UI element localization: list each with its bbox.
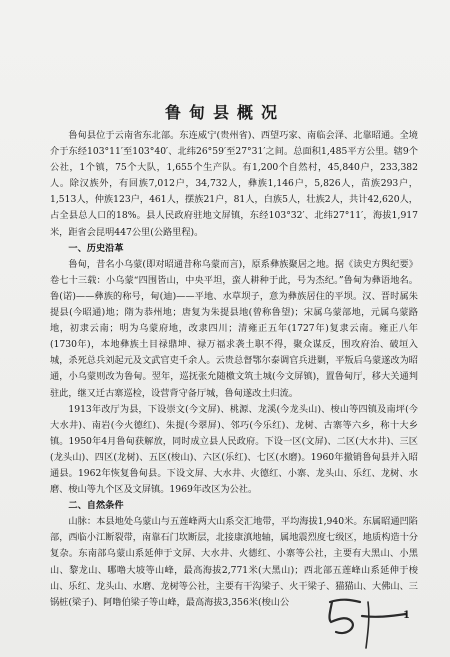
document-body [50, 128, 418, 611]
page-title: 鲁甸县概况 [164, 103, 285, 122]
page-number: 1 [403, 610, 410, 621]
section-heading-history: 一、历史沿革 [68, 242, 124, 254]
paragraph-overview: 鲁甸县位于云南省东北部。东连威宁(贵州省)、西望巧家、南临会泽、北靠昭通。全境介于东经103°11′至103°40′、北纬26°59′至27°31′之间。总面积1,485平方公里。辖9个公社，1个镇，75个大队，1,655个生产队。有1,200个自然村，45,840户，233,382人。除汉族外，有回族7,012户，34,732人，彝族1,146户，5,826人，苗族293户，1,513人，仲族123户，461人，摆族21户，81人，白族5人，壮族2人，共计42,620人，占全县总人口的18%。县人民政府驻地文屏镇，东经103°32′、北纬27°11′，海拔1,917米，距省会昆明447公里(公路里程)。 [50, 130, 418, 238]
paragraph-history-1: 鲁甸，昔名小乌蒙(即对昭通昔称乌蒙而言)，原系彝族聚居之地。据《读史方舆纪要》卷七十三载：小乌蒙“四围皆山，中央平坦，蛮人耕种于此，号为杰纪。”鲁甸为彝语地名。鲁(诺)——彝族的称号，甸(迪)——平地、水草坝子，意为彝族居住的平坝。汉、晋时属朱提县(今昭通)地；隋为恭州地；唐复为朱提县地(曾称鲁望)；宋属乌蒙部地，元属乌蒙路地，初隶云南；明为乌蒙府地，改隶四川；清雍正五年(1727年)复隶云南。雍正八年(1730年)，本地彝族土目禄鼎坤、禄万福求袭土职不得，聚众谋反，围攻府治、破垣入城，杀死总兵刘起元及文武官吏千余人。云贵总督鄂尔泰调官兵进剿，平叛后乌蒙遂改为昭通，小乌蒙则改为鲁甸。翌年，巡抚张允随檄文筑土城(今文屏镇)，置鲁甸厅，移大关通判驻此，继又迁古寨巡检，设营背守备厅城，鲁甸遂改土归流。 [50, 258, 418, 399]
paragraph-history-2: 1913年改厅为县，下设崇文(今文屏)、桃源、龙溪(今龙头山)、梭山等四镇及南坪(今大水井)、南岩(今火德红)、朱提(今翠屏)、邻巧(今乐红)、龙树、古寨等六乡，称十大乡镇。1950年4月鲁甸获解放，同时成立县人民政府。下设一区(文屏)、二区(大水井)、三区(龙头山)、四区(龙树)、五区(梭山)、六区(乐红)、七区(水磨)。1960年撤销鲁甸县并入昭通县。1962年恢复鲁甸县。下设文屏、大水井、火德红、小寨、龙头山、乐红、龙树、水磨、梭山等九个区及文屏镇。1969年改区为公社。 [50, 403, 418, 496]
section-heading-nature: 二、自然条件 [68, 500, 124, 512]
paragraph-mountains: 山脉：本县地处乌蒙山与五莲峰两大山系交汇地带，平均海拔1,940米。东属昭通凹陷部，西临小江断裂带，南靠石门坎断层，北接康滇地轴，属地震烈度七级区，地质构造十分复杂。东南部乌蒙山系延伸于文屏、大水井、火德红、小寨等公社，主要有大黑山、小黑山、黎龙山、哪噜大坡等山峰，最高海拔2,771米(大黑山)；西北部五莲峰山系延伸于梭山、乐红、龙头山、水磨、龙树等公社，主要有干沟梁子、火干梁子、猫猫山、大佛山、三锅桩(梁子)、阿噜伯梁子等山峰，最高海拔3,356米(梭山公 [50, 516, 418, 608]
handwritten-mark-icon [322, 592, 412, 652]
